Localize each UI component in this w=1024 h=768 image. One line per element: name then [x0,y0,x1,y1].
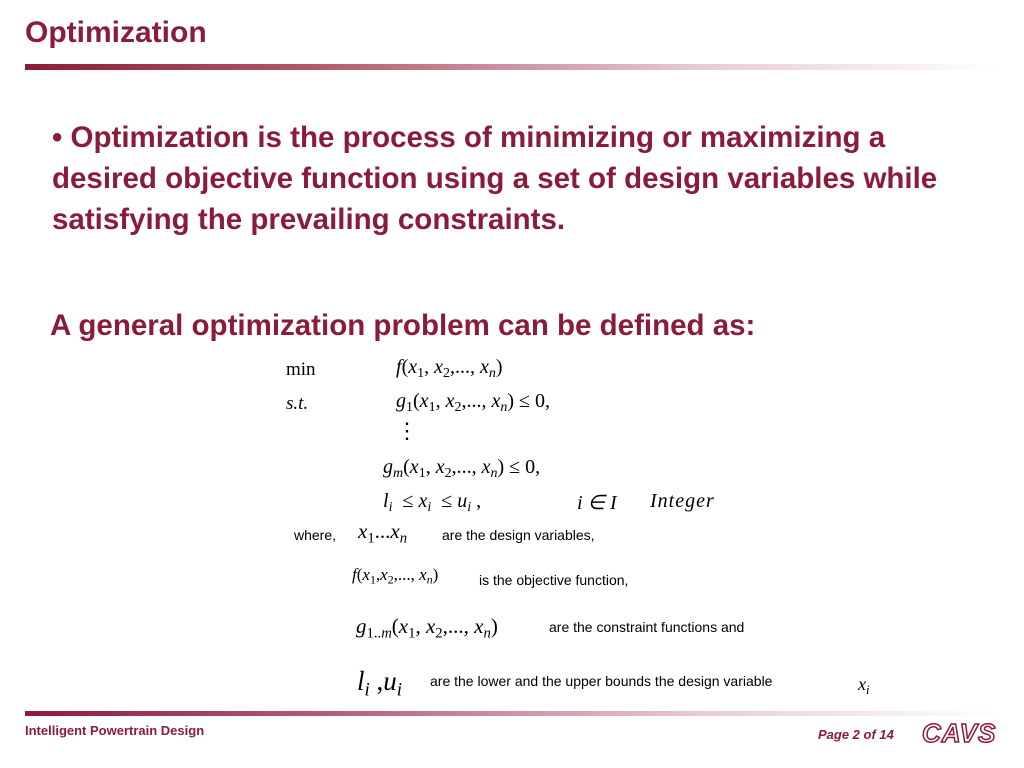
bullet-text: • Optimization is the process of minimizing or maximizing a desired objective function using a set of design variables while satisfying the prevailing constraints. [52,121,938,236]
st-label: s.t. [286,393,309,414]
objective-symbol: $f(x_1,x_2$,..., $x_n$) [352,565,439,587]
footer-course-title: Intelligent Powertrain Design [25,723,205,738]
objective-desc: is the objective function, [479,572,629,588]
where-label: where, [294,527,337,543]
footer-divider [25,711,1000,716]
cavs-logo: CAVS [922,718,997,748]
constraints-symbol: $g_{1..m}(x_1$, $x_2$,..., $x_n$) [356,614,498,642]
le-zero-1: ≤ 0, [519,390,550,412]
subheading: A general optimization problem can be defined as: [50,309,756,342]
le-zero-m: ≤ 0, [509,456,541,478]
constraint-gm: $g_m(x_1$, $x_2$,..., $x_n) \le 0$, [383,456,541,482]
page-number: Page 2 of 14 [818,727,894,742]
min-label: min [286,359,316,380]
design-variable-xi: $x_i$ [858,674,870,697]
slide-title: Optimization [25,16,207,49]
objective-formula: $f(x_1$, $x_2$,..., $x_n$) [396,356,503,382]
title-divider [25,64,1000,70]
index-set: i ∈ I [577,492,617,514]
design-vars-symbol: $x_1...x_n$ [358,519,408,547]
design-vars-desc: are the design variables, [442,527,595,543]
constraint-g1: $g_1(x_1$, $x_2$,..., $x_n) \le 0$, [396,390,550,416]
integer-label: Integer [650,490,715,512]
constraints-desc: are the constraint functions and [549,619,745,635]
vdots: ⋮ [396,418,418,443]
bounds-symbol: $l_i$ $,u_i$ [357,666,403,701]
bounds-formula: $l_i \le x_i \le u_i$ , [383,490,482,516]
bounds-desc: are the lower and the upper bounds the design variable [430,673,773,689]
